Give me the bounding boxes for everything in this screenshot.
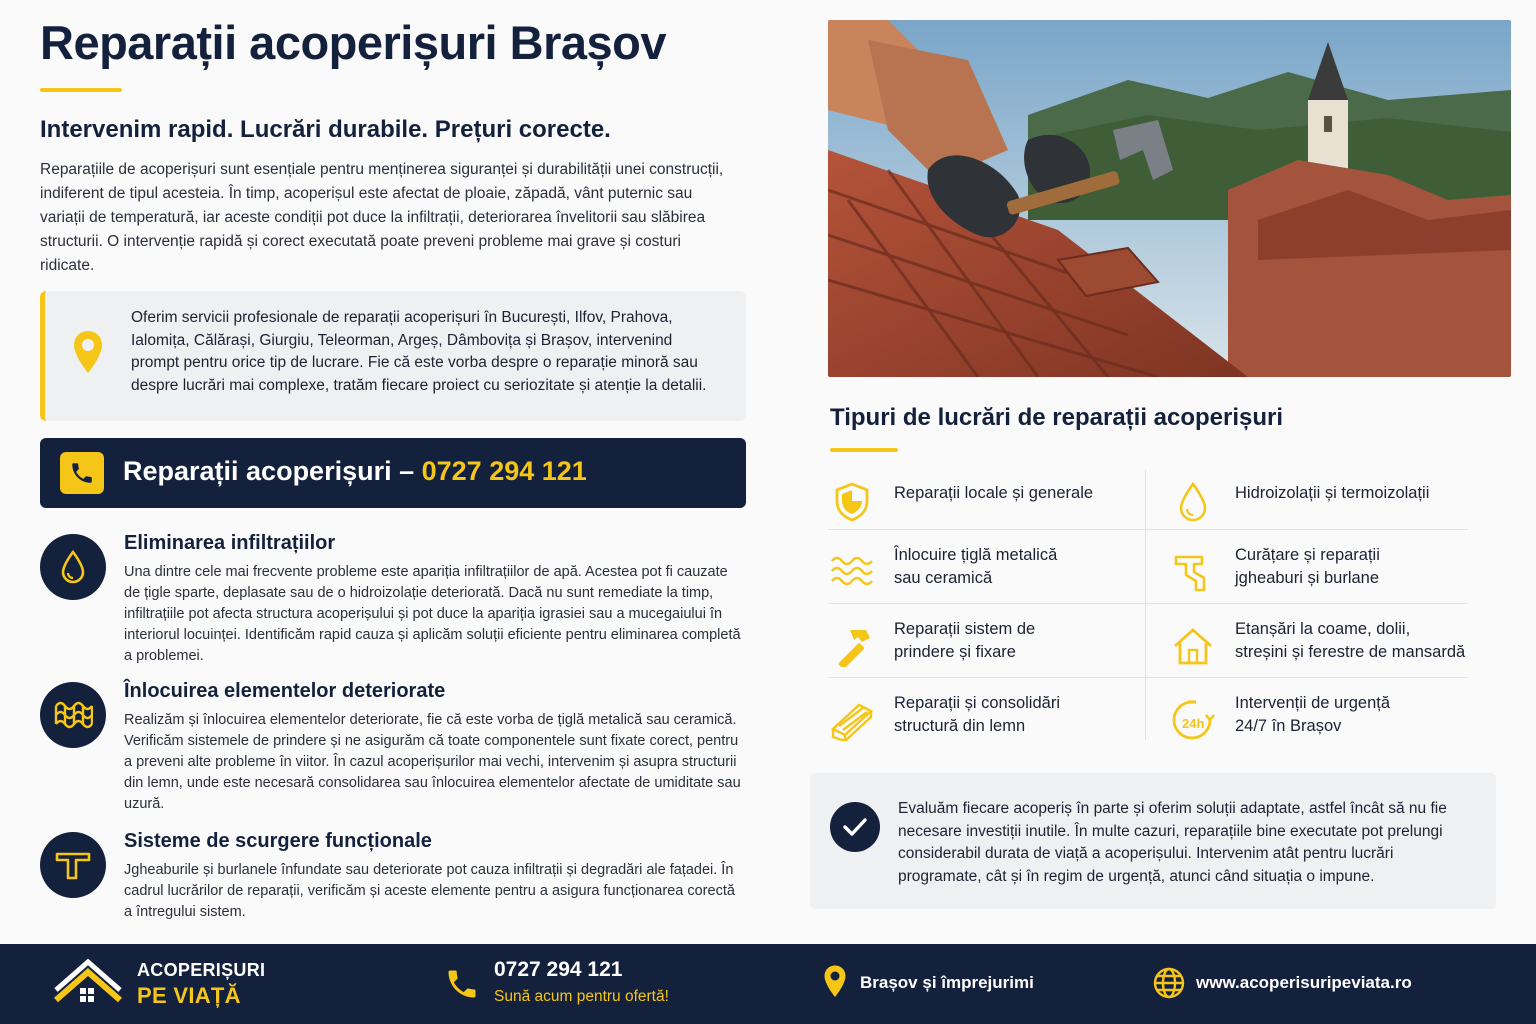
phone-banner-text: Reparații acoperișuri –	[123, 456, 422, 486]
globe-icon	[1152, 966, 1186, 1005]
type-item	[828, 470, 1146, 538]
wood-beams-icon	[828, 696, 876, 744]
type-text: Reparații și consolidări structură din lemn	[894, 694, 1060, 735]
type-item	[828, 540, 1146, 608]
types-grid	[828, 470, 1468, 742]
type-text: Hidroizolații și termoizolații	[1235, 484, 1430, 502]
type-item	[1169, 540, 1487, 608]
type-text: Reparații locale și generale	[894, 484, 1094, 502]
evaluation-text: Evaluăm fiecare acoperiș în parte și oferim soluții adaptate, astfel încât să nu fie necesare investiții inutile. În multe cazuri, reparațiile bine executate pot prelungi considerabil durata de viață a acoperișului. Intervenim atât pentru lucrări programate, cât și în regim de urgență, atunci când situația o impune.	[898, 800, 1447, 885]
type-text: Înlocuire țiglă metalică sau ceramică	[894, 546, 1058, 587]
svg-text:24h: 24h	[1182, 716, 1205, 731]
water-drop-icon	[40, 534, 106, 600]
location-pin-icon	[822, 964, 848, 1005]
type-text: Etanșări la coame, dolii, streșini și ferestre de mansardă	[1235, 620, 1466, 661]
types-underline	[830, 448, 898, 452]
page-title: Reparații acoperișuri Brașov	[40, 16, 666, 69]
roofer-photo	[828, 20, 1511, 377]
check-icon	[830, 802, 880, 852]
service-area-box	[40, 291, 746, 421]
roof-tiles-icon	[40, 682, 106, 748]
type-item	[828, 614, 1146, 682]
footer-phone[interactable]: 0727 294 121	[494, 958, 623, 981]
type-item	[1169, 688, 1487, 756]
downspout-icon	[1169, 548, 1217, 596]
type-item	[1169, 470, 1487, 538]
house-icon	[1169, 622, 1217, 670]
evaluation-box	[810, 773, 1496, 909]
left-column	[40, 12, 750, 920]
type-text: Reparații sistem de prindere și fixare	[894, 620, 1036, 661]
title-underline	[40, 88, 122, 92]
types-title: Tipuri de lucrări de reparații acoperișuri	[830, 404, 1284, 431]
service-area-text: Oferim servicii profesionale de reparații acoperișuri în București, Ilfov, Prahova, Ialomița, Călărași, Giurgiu, Teleorman, Argeș, Dâmbovița și Brașov, intervenind prompt pentru orice tip de lucrare. Fie că este vorba despre o reparație minoră sau despre lucrări mai complexe, tratăm fiecare proiect cu seriozitate și atenție la detalii.	[131, 309, 707, 394]
hammer-icon	[828, 622, 876, 670]
footer-website-link[interactable]: www.acoperisuripeviata.ro	[1196, 973, 1412, 992]
feature-title: Sisteme de scurgere funcționale	[124, 830, 432, 852]
feature-text: Una dintre cele mai frecvente probleme este apariția infiltrațiilor de apă. Acestea pot fi cauzate de țigle sparte, deplasate sau de o hidroizolație deteriorată. Dacă nu sunt remediate la timp, infiltrațiile pot afecta structura acoperișului și pot duce la apariția igrasiei sau a mucegaiului în interiorul locuinței. Identificăm rapid cauza și aplicăm soluții eficiente pentru eliminarea completă a problemei.	[124, 564, 741, 664]
gutter-icon	[40, 832, 106, 898]
logo-icon	[52, 956, 124, 1013]
page-subtitle: Intervenim rapid. Lucrări durabile. Prețuri corecte.	[40, 116, 611, 143]
phone-icon	[60, 452, 104, 494]
footer-location: Brașov și împrejurimi	[860, 973, 1034, 992]
footer-call-text: Sună acum pentru ofertă!	[494, 988, 669, 1005]
type-item	[828, 688, 1146, 756]
shield-icon	[828, 478, 876, 526]
type-text: Curățare și reparații jgheaburi și burlane	[1235, 546, 1380, 587]
feature-text: Realizăm și înlocuirea elementelor deteriorate, fie că este vorba de țiglă metalică sau ceramică. Verificăm sistemele de prindere și ne asigurăm că toate componentele sunt fixate corect, pentru a preveni alte probleme în viitor. În cazul acoperișurilor mai vechi, intervenim și asupra structurii din lemn, unde este necesară consolidarea sau înlocuirea elementelor afectate de umiditate sau uzură.	[124, 712, 741, 812]
feature-title: Înlocuirea elementelor deteriorate	[124, 680, 446, 702]
phone-banner-label	[123, 456, 587, 487]
feature-title: Eliminarea infiltrațiilor	[124, 532, 336, 554]
clock-24h-icon	[1169, 696, 1217, 744]
location-pin-icon	[71, 329, 105, 382]
type-text: Intervenții de urgență 24/7 în Brașov	[1235, 694, 1391, 735]
feature-text: Jgheaburile și burlanele înfundate sau deteriorate pot cauza infiltrații și degradări ale fațadei. În cadrul lucrărilor de reparații, verificăm și aceste elemente pentru a asigura funcționarea corectă a întregului sistem.	[124, 862, 735, 920]
phone-icon	[444, 966, 480, 1007]
brand-name-line2: PE VIAȚĂ	[137, 983, 241, 1008]
drop-icon	[1169, 478, 1217, 526]
phone-banner-number[interactable]: 0727 294 121	[421, 456, 587, 486]
type-item	[1169, 614, 1487, 682]
tiles-icon	[828, 548, 876, 596]
phone-banner[interactable]	[40, 438, 746, 508]
footer	[0, 944, 1536, 1024]
brand-name-line1: ACOPERIȘURI	[137, 960, 266, 980]
intro-paragraph: Reparațiile de acoperișuri sunt esențiale pentru menținerea siguranței și durabilității unei construcții, indiferent de tipul acesteia. În timp, acoperișul este afectat de ploaie, zăpadă, vânt puternic sau variații de temperatură, iar aceste condiții pot duce la infiltrații, deteriorarea învelitorii sau slăbirea structurii. O intervenție rapidă și corect executată poate preveni probleme mai grave și costuri ridicate.	[40, 161, 724, 274]
